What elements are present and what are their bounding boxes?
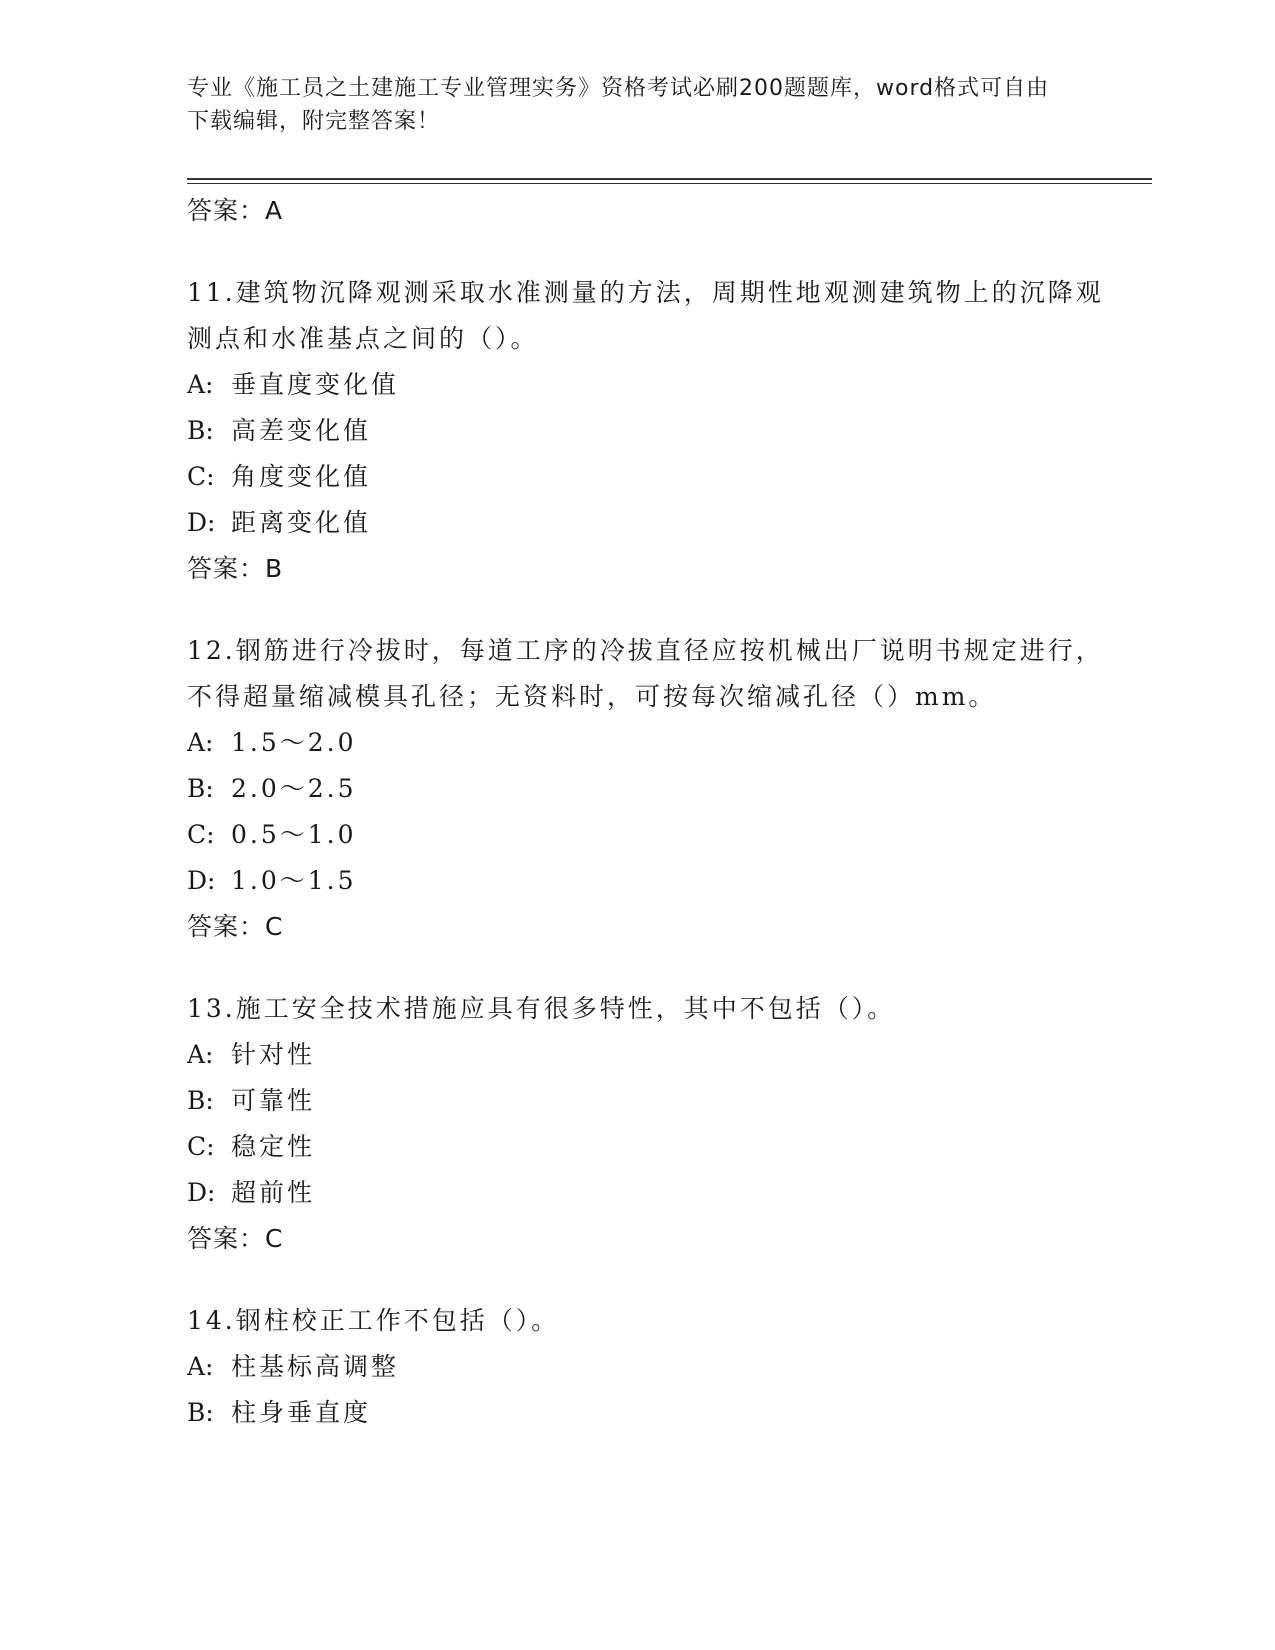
option-text: 2.0～2.5 — [231, 774, 357, 803]
option-text: 超前性 — [231, 1178, 316, 1207]
option-letter: B: — [187, 1398, 214, 1427]
header-rule-thick — [187, 178, 1152, 180]
option — [187, 1078, 1107, 1124]
option — [187, 1390, 1107, 1436]
question-text: 14.钢柱校正工作不包括（）。 — [187, 1306, 560, 1335]
option — [187, 500, 1107, 546]
question — [187, 986, 1107, 1262]
option — [187, 1344, 1107, 1390]
question — [187, 628, 1107, 950]
option-letter: D: — [187, 508, 216, 537]
header-rule-thin — [187, 183, 1152, 184]
answer-line: 答案：A — [187, 196, 284, 225]
question-text: 11.建筑物沉降观测采取水准测量的方法，周期性地观测建筑物上的沉降观测点和水准基点之间的（）。 — [187, 278, 1104, 353]
option-text: 稳定性 — [231, 1132, 316, 1161]
option-text: 柱身垂直度 — [231, 1398, 372, 1427]
option — [187, 408, 1107, 454]
option — [187, 1124, 1107, 1170]
option-letter: B: — [187, 416, 214, 445]
option-letter: D: — [187, 866, 216, 895]
option-text: 柱基标高调整 — [231, 1352, 400, 1381]
option-text: 可靠性 — [231, 1086, 316, 1115]
option — [187, 1170, 1107, 1216]
option — [187, 858, 1107, 904]
option-text: 高差变化值 — [231, 416, 372, 445]
option-text: 距离变化值 — [231, 508, 372, 537]
option — [187, 454, 1107, 500]
question-text: 13.施工安全技术措施应具有很多特性，其中不包括（）。 — [187, 994, 896, 1023]
option-letter: B: — [187, 774, 214, 803]
option-letter: A: — [187, 728, 214, 757]
option-letter: A: — [187, 1352, 214, 1381]
option-letter: C: — [187, 462, 215, 491]
option-text: 角度变化值 — [231, 462, 372, 491]
option-text: 1.0～1.5 — [231, 866, 357, 895]
option — [187, 362, 1107, 408]
question-text: 12.钢筋进行冷拔时，每道工序的冷拔直径应按机械出厂说明书规定进行，不得超量缩减模具孔径；无资料时，可按每次缩减孔径（）mm。 — [187, 636, 1104, 711]
option-text: 1.5～2.0 — [231, 728, 357, 757]
option — [187, 1032, 1107, 1078]
question — [187, 270, 1107, 592]
option — [187, 720, 1107, 766]
option-text: 垂直度变化值 — [231, 370, 400, 399]
option-letter: A: — [187, 1040, 214, 1069]
option-text: 针对性 — [231, 1040, 316, 1069]
option-text: 0.5～1.0 — [231, 820, 357, 849]
answer-line: 答案：C — [187, 912, 284, 941]
answer-line: 答案：C — [187, 1224, 284, 1253]
document-header: 专业《施工员之土建施工专业管理实务》资格考试必刷200题题库，word格式可自由下载编辑，附完整答案！ — [187, 76, 1050, 134]
answer-line: 答案：B — [187, 554, 284, 583]
option-letter: D: — [187, 1178, 216, 1207]
option-letter: C: — [187, 1132, 215, 1161]
option — [187, 766, 1107, 812]
document-body — [187, 188, 1107, 1436]
option-letter: A: — [187, 370, 214, 399]
option-letter: C: — [187, 820, 215, 849]
option — [187, 812, 1107, 858]
option-letter: B: — [187, 1086, 214, 1115]
question — [187, 1298, 1107, 1436]
